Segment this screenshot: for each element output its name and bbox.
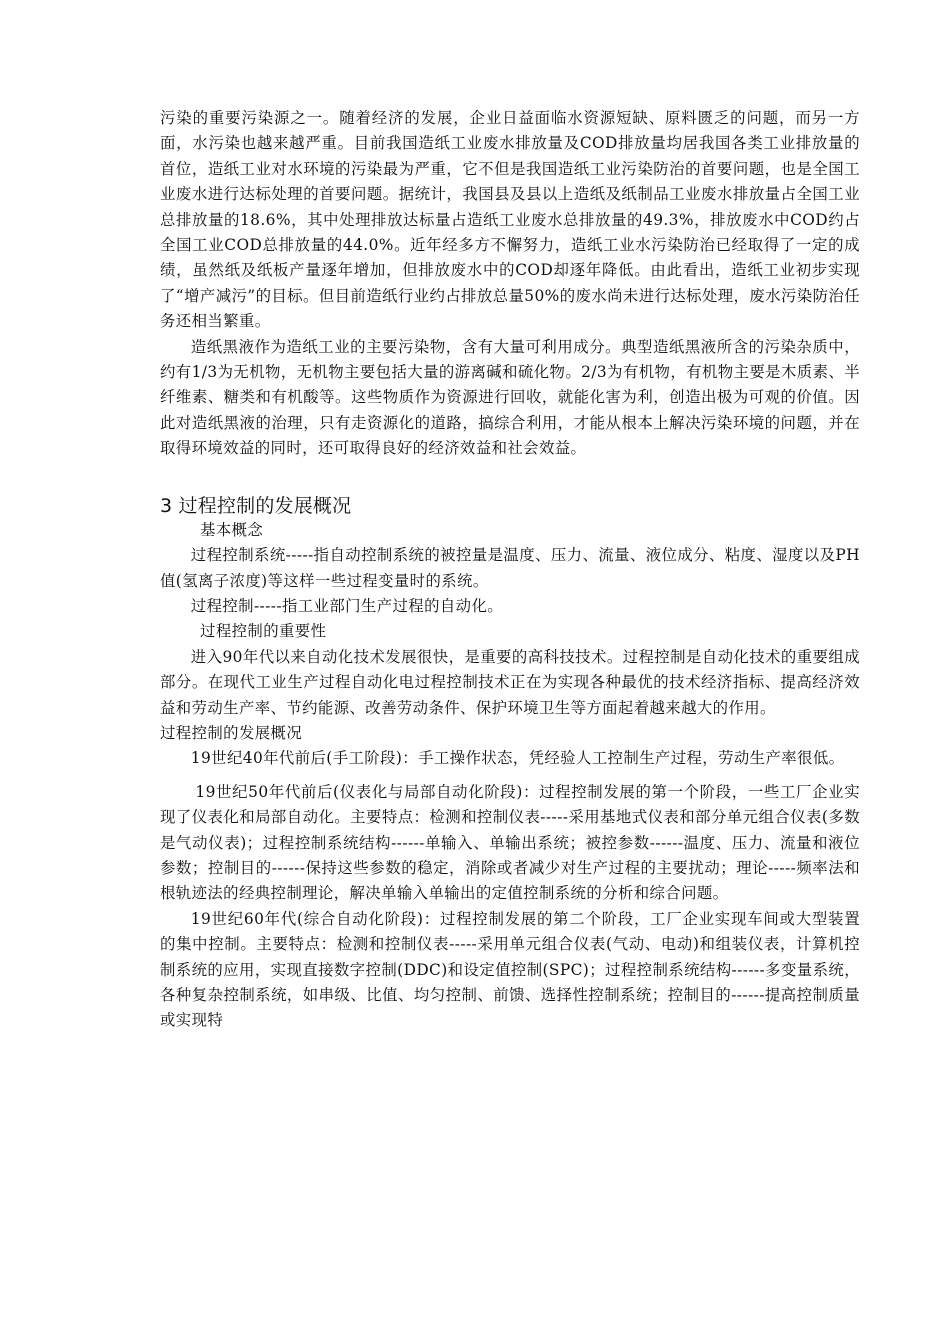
paragraph-black-liquor: 造纸黑液作为造纸工业的主要污染物，含有大量可利用成分。典型造纸黑液所含的污染杂质中，约有1/3为无机物，无机物主要包括大量的游离碱和硫化物。2/3为有机物，有机物主要是木质素、半纤维素、糖类和有机酸等。这些物质作为资源进行回收，就能化害为利，创造出极为可观的价值。因此对造纸黑液的治理，只有走资源化的道路，搞综合利用，才能从根本上解决污染环境的问题，并在取得环境效益的同时，还可取得良好的经济效益和社会效益。 [160,337,860,458]
importance-title: 过程控制的重要性 [200,622,327,641]
stage-integrated-automation: 19世纪60年代(综合自动化阶段)：过程控制发展的第二个阶段，工厂企业实现车间或大型装置的集中控制。主要特点：检测和控制仪表-----采用单元组合仪表(气动、电动)和组装仪表，计算机控制系统的应用，实现直接数字控制(DDC)和设定值控制(SPC)；过程控制系统结构------多变量系统，各种复杂控制系统，如串级、比值、均匀控制、前馈、选择性控制系统；控制目的------提高控制质量或实现特 [160,909,860,1030]
stage-manual: 19世纪40年代前后(手工阶段)：手工操作状态，凭经验人工控制生产过程，劳动生产率很低。 [190,749,845,768]
development-title: 过程控制的发展概况 [160,723,303,742]
definition-process-control: 过程控制-----指工业部门生产过程的自动化。 [190,596,504,615]
stage-instrumentation: 19世纪50年代前后(仪表化与局部自动化阶段)：过程控制发展的第一个阶段，一些工厂企业实现了仪表化和局部自动化。主要特点：检测和控制仪表-----采用基地式仪表和部分单元组合仪表(多数是气动仪表)；过程控制系统结构------单输入、单输出系统；被控参数------温度、压力、流量和液位参数；控制目的------保持这些参数的稳定，消除或者减少对生产过程的主要扰动；理论-----频率法和根轨迹法的经典控制理论，解决单输入单输出的定值控制系统的分析和综合问题。 [160,782,860,903]
basic-concepts-title: 基本概念 [200,520,264,539]
paragraph-pollution-status: 污染的重要污染源之一。随着经济的发展，企业日益面临水资源短缺、原料匮乏的问题，而另一方面，水污染也越来越严重。目前我国造纸工业废水排放量及COD排放量均居我国各类工业排放量的首位，造纸工业对水环境的污染最为严重，它不但是我国造纸工业污染防治的首要问题，也是全国工业废水进行达标处理的首要问题。据统计，我国县及县以上造纸及纸制品工业废水排放量占全国工业总排放量的18.6%，其中处理排放达标量占造纸工业废水总排放量的49.3%，排放废水中COD约占全国工业COD总排放量的44.0%。近年经多方不懈努力，造纸工业水污染防治已经取得了一定的成绩，虽然纸及纸板产量逐年增加，但排放废水中的COD却逐年降低。由此看出，造纸工业初步实现了“增产减污”的目标。但目前造纸行业约占排放总量50%的废水尚未进行达标处理，废水污染防治任务还相当繁重。 [160,109,860,331]
section-heading: 3 过程控制的发展概况 [160,494,352,517]
importance-paragraph: 进入90年代以来自动化技术发展很快，是重要的高科技技术。过程控制是自动化技术的重要组成部分。在现代工业生产过程自动化电过程控制技术正在为实现各种最优的技术经济指标、提高经济效益和劳动生产率、节约能源、改善劳动条件、保护环境卫生等方面起着越来越大的作用。 [160,647,860,717]
definition-process-control-system: 过程控制系统-----指自动控制系统的被控量是温度、压力、流量、液位成分、粘度、湿度以及PH值(氢离子浓度)等这样一些过程变量时的系统。 [160,546,860,590]
